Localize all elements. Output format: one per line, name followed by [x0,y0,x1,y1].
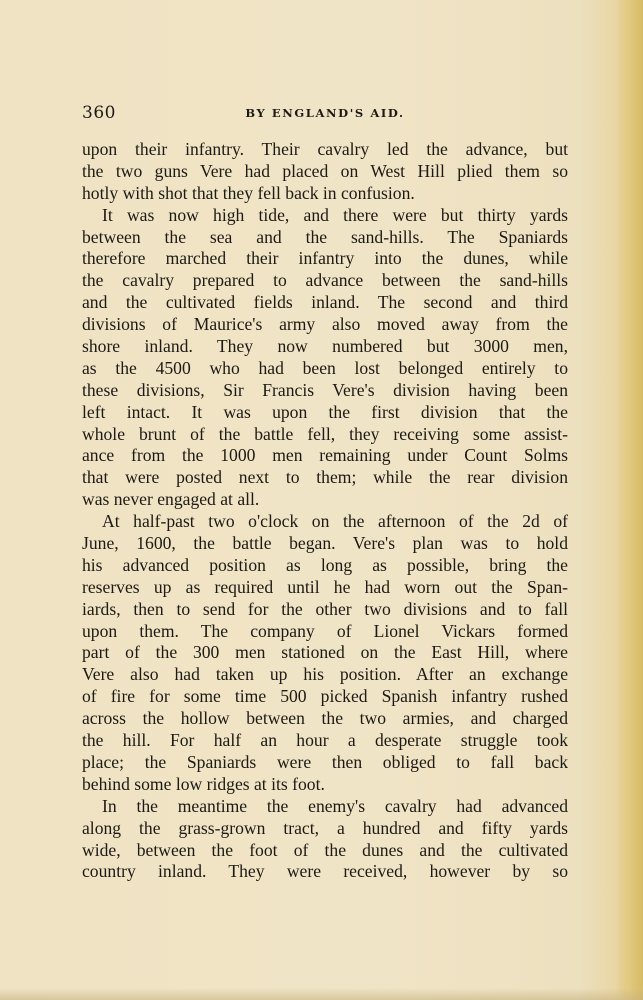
text-line: June, 1600, the battle began. Vere's plan was to hold [82,533,568,554]
running-title: BY ENGLAND'S AID. [245,106,405,120]
text-line: Vere also had taken up his position. After an exchange [82,664,568,685]
text-line: across the hollow between the two armies, and charged [82,708,568,729]
text-line: the cavalry prepared to advance between the sand-hills [82,270,568,291]
text-line: as the 4500 who had been lost belonged entirely to [82,357,568,378]
text-line: therefore marched their infantry into the dunes, while [82,248,568,269]
text-line: hotly with shot that they fell back in confusion. [82,182,415,203]
page-bottom-shadow [0,988,643,1000]
text-line: ance from the 1000 men remaining under Count Solms [82,445,568,466]
body-text [82,139,568,883]
text-line: these divisions, Sir Francis Vere's division having been [82,379,568,400]
text-line: his advanced position as long as possible, bring the [82,554,568,575]
text-line: iards, then to send for the other two divisions and to fall [82,598,568,619]
text-line: along the grass-grown tract, a hundred and fifty yards [82,817,568,838]
text-line: At half-past two o'clock on the afternoon of the 2d of [102,511,568,532]
text-line: the two guns Vere had placed on West Hill plied them so [82,160,568,181]
page-edge-shadow [615,0,643,1000]
text-line: country inland. They were received, however by so [82,861,568,882]
page-header [82,103,568,127]
text-line: behind some low ridges at its foot. [82,773,325,794]
text-line: upon their infantry. Their cavalry led the advance, but [82,139,568,159]
text-line: In the meantime the enemy's cavalry had advanced [102,795,568,816]
text-line: divisions of Maurice's army also moved away from the [82,314,568,335]
text-line: shore inland. They now numbered but 3000 men, [82,336,568,357]
text-line: the hill. For half an hour a desperate struggle took [82,730,568,751]
text-line: whole brunt of the battle fell, they receiving some assist- [82,423,568,444]
text-line: between the sea and the sand-hills. The Spaniards [82,226,568,247]
text-line: place; the Spaniards were then obliged to fall back [82,751,568,772]
text-line: left intact. It was upon the first division that the [82,401,568,422]
text-line: It was now high tide, and there were but thirty yards [102,204,568,225]
text-line: was never engaged at all. [82,489,260,510]
text-line: reserves up as required until he had worn out the Span- [82,576,568,597]
text-line: and the cultivated fields inland. The second and third [82,292,568,313]
text-line: wide, between the foot of the dunes and the cultivated [82,839,568,860]
text-line: that were posted next to them; while the rear division [82,467,568,488]
text-line: upon them. The company of Lionel Vickars formed [82,620,568,641]
text-line: part of the 300 men stationed on the East Hill, where [82,642,568,663]
text-line: of fire for some time 500 picked Spanish infantry rushed [82,686,568,707]
page-number: 360 [82,103,116,123]
